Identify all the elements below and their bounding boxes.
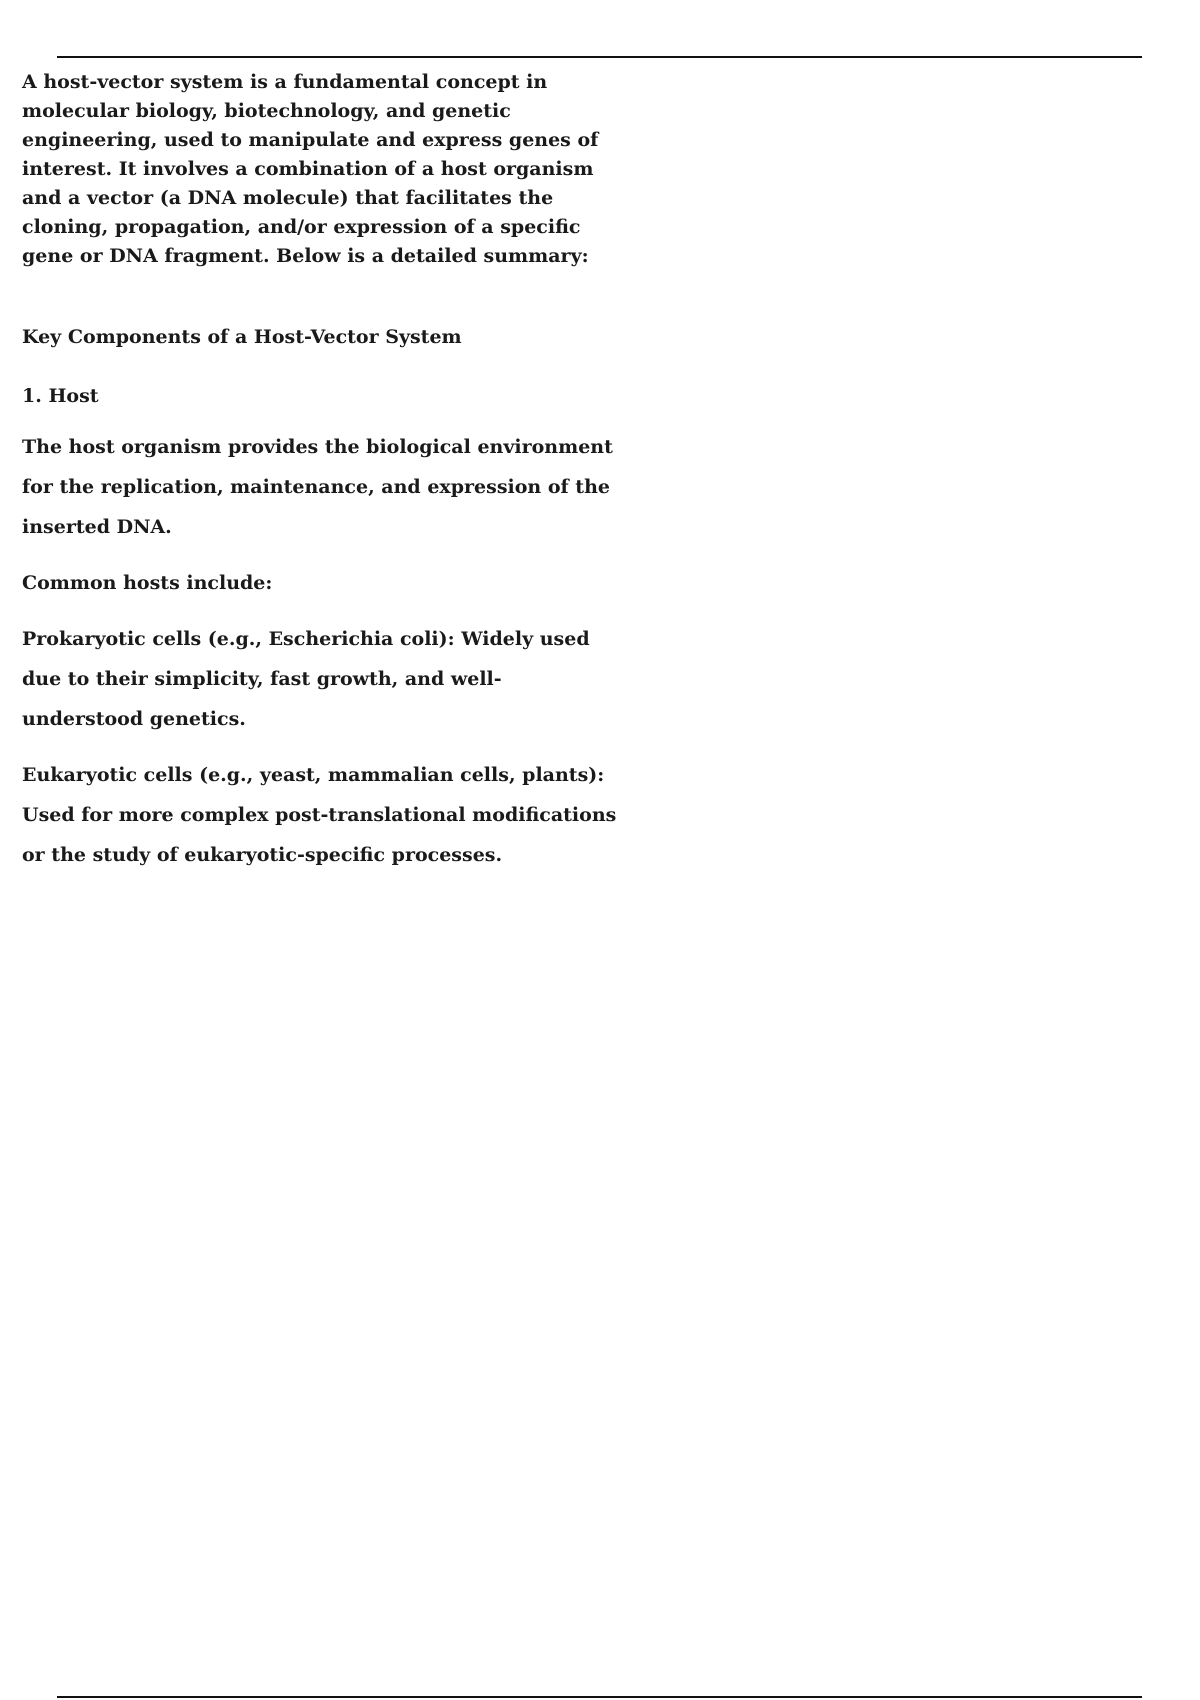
host-description: The host organism provides the biological environment for the replication, maintenance, and expression of the inserted DNA.	[22, 436, 613, 538]
common-hosts-label: Common hosts include:	[22, 572, 273, 594]
intro-paragraph: A host-vector system is a fundamental concept in molecular biology, biotechnology, and genetic engineering, used to manipulate and express genes of interest. It involves a combination of a host organism and a vector (a DNA molecule) that facilitates the cloning, propagation, and/or expression of a specific gene or DNA fragment. Below is a detailed summary:	[22, 71, 599, 267]
eukaryotic-hosts: Eukaryotic cells (e.g., yeast, mammalian cells, plants): Used for more complex post-translational modifications or the study of eukaryotic-specific processes.	[22, 764, 617, 866]
section-heading: Key Components of a Host-Vector System	[22, 326, 462, 348]
bottom-rule	[57, 1696, 1142, 1698]
subsection-heading: 1. Host	[22, 385, 99, 407]
prokaryotic-hosts: Prokaryotic cells (e.g., Escherichia coli): Widely used due to their simplicity, fast growth, and well-understood genetics.	[22, 628, 590, 730]
top-rule	[57, 56, 1142, 58]
document-body	[22, 68, 622, 875]
